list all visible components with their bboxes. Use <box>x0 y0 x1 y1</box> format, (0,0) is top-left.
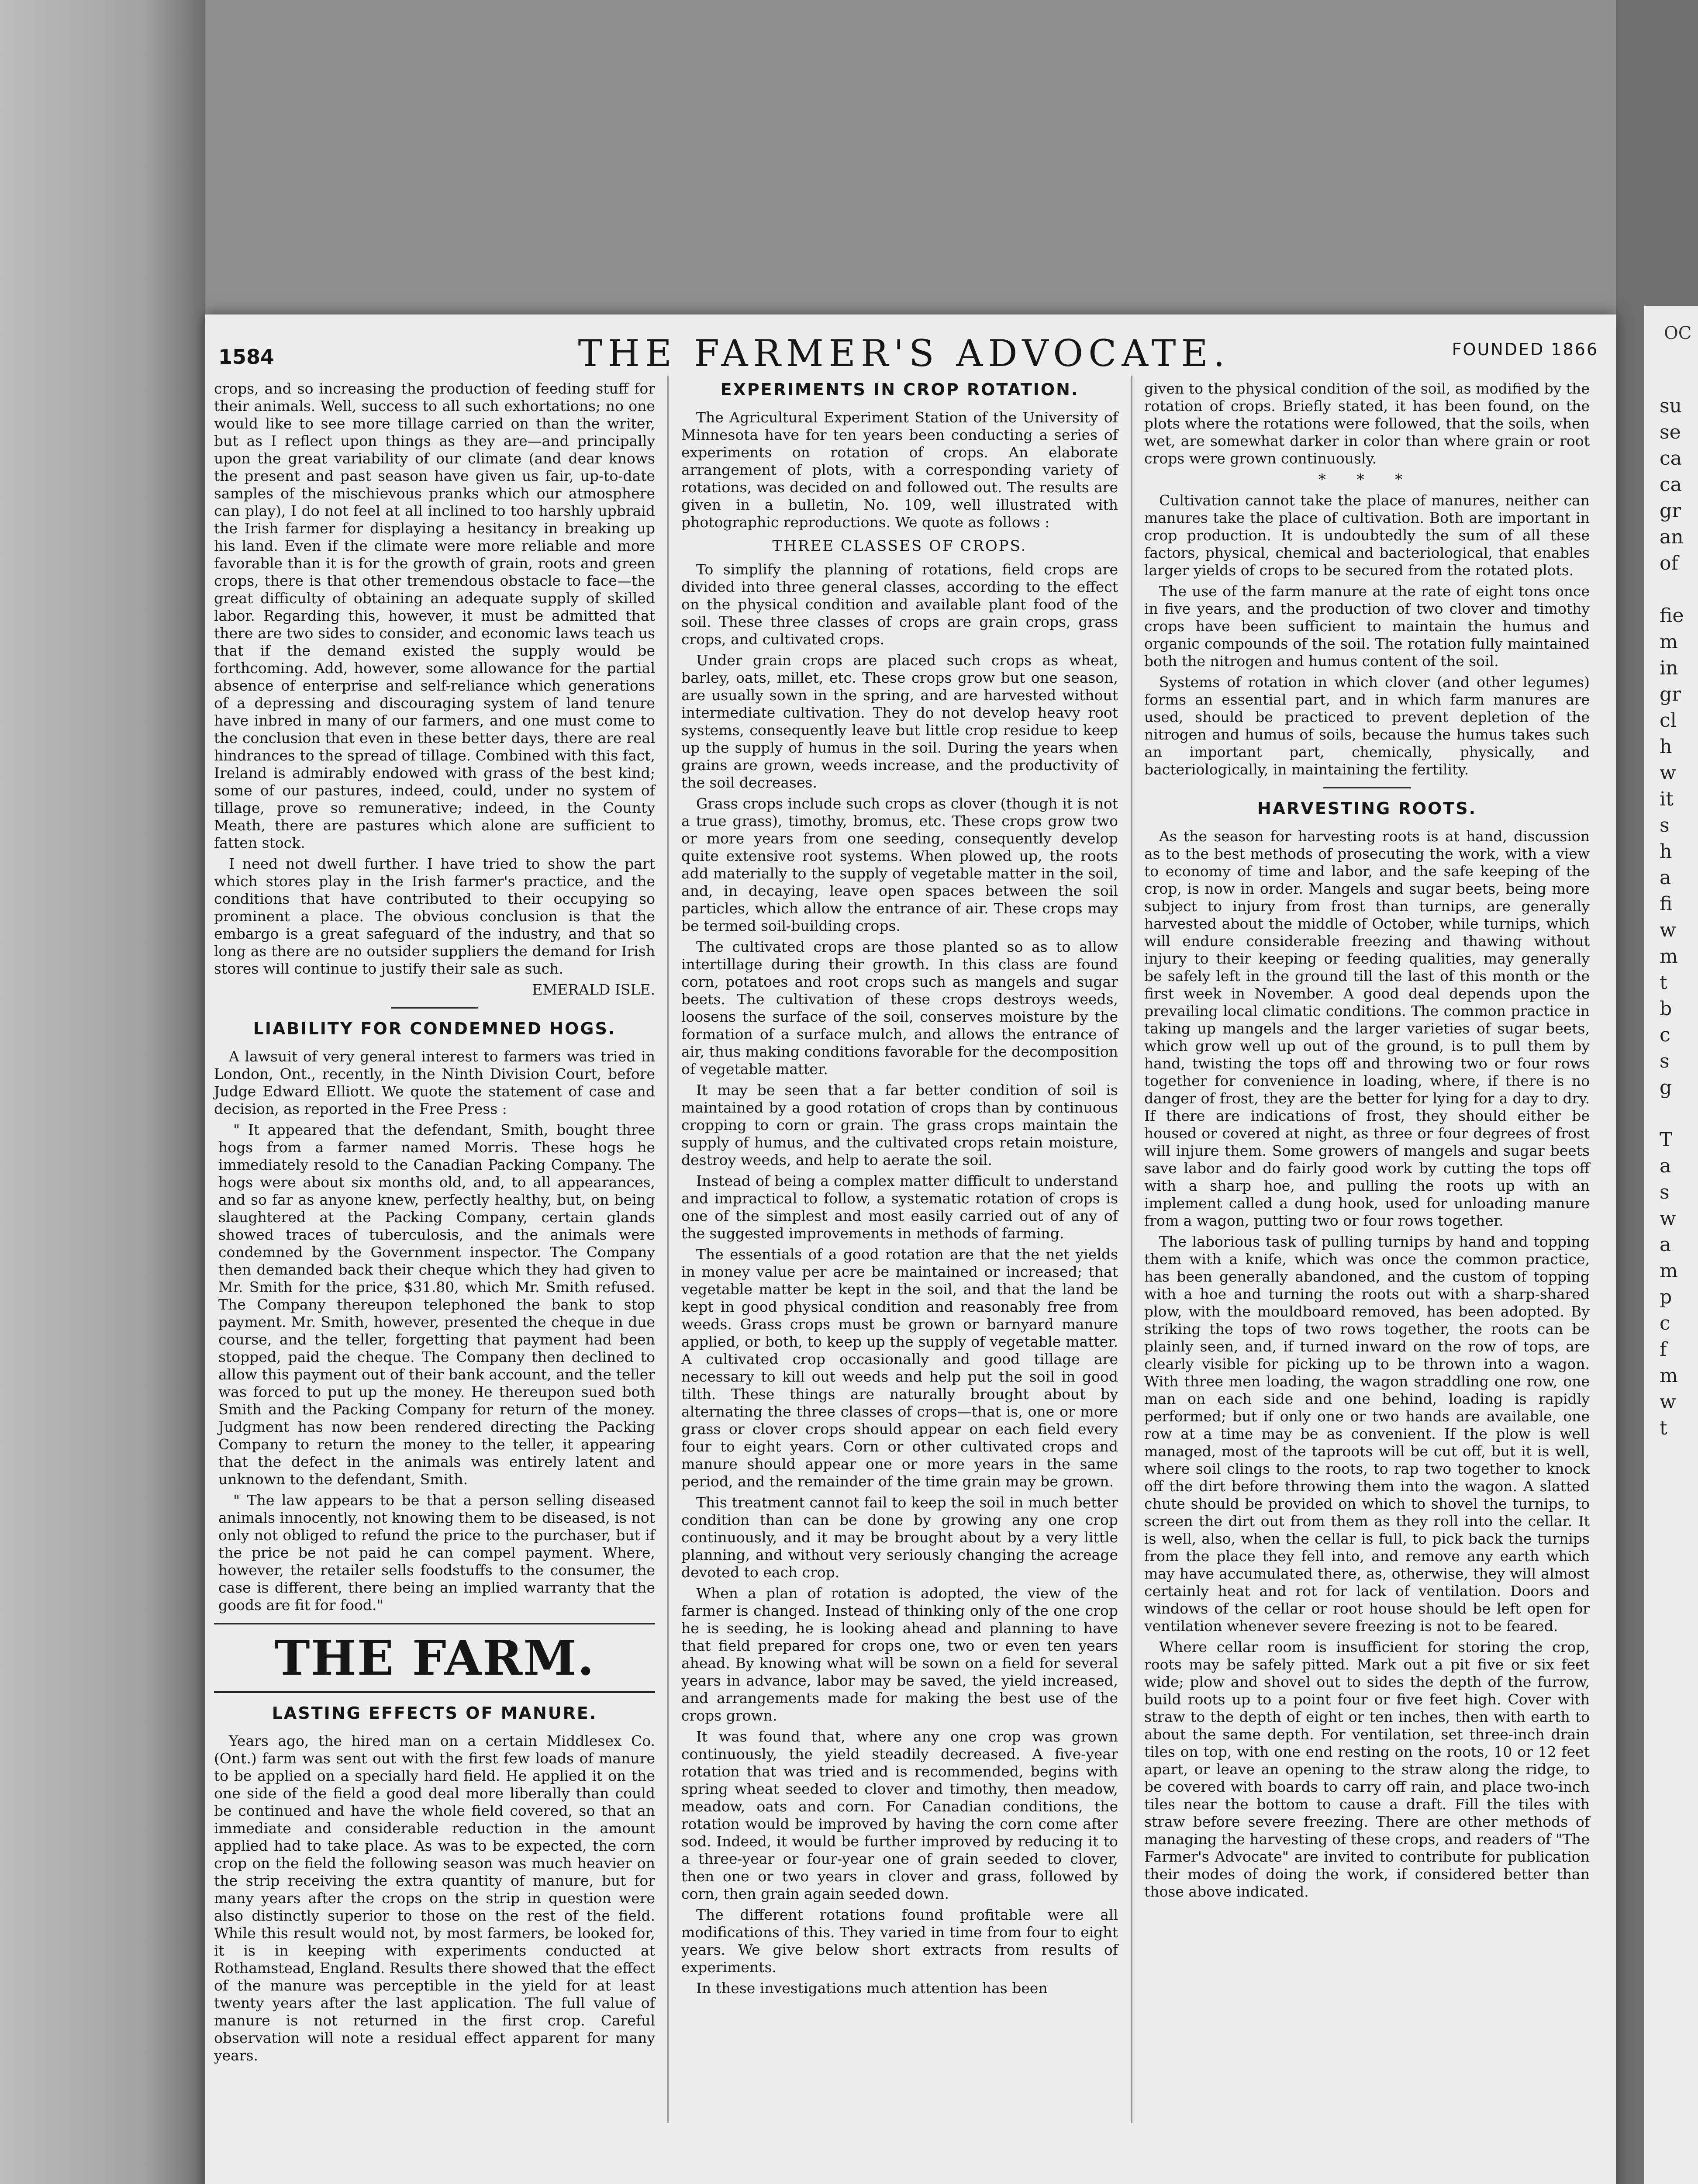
adjacent-page-fragment: s <box>1660 1181 1670 1203</box>
author-signature: EMERALD ISLE. <box>532 981 655 998</box>
adjacent-page-fragment: se <box>1660 421 1681 443</box>
adjacent-page-fragment: w <box>1660 1207 1676 1230</box>
adjacent-page-fragment: w <box>1660 1391 1676 1413</box>
paragraph: The essentials of a good rotation are that the net yields in money value per acre be maintained or increased; that vegetable matter be kept in the soil, and that the land be kept in good physical condition and reasonably free from weeds. Grass crops must be grown or barnyard manure applied, or both, to keep up the supply of vegetable matter. A cultivated crop occasionally and good tillage are necessary to kill out weeds and help put the soil in good tilth. These things are naturally brought about by alternating the three classes of crops—that is, one or more grass or clover crops should appear on each field every four to eight years. Corn or other cultivated crops and manure should appear one or more years in the same period, and the remainder of the time grain may be grown. <box>681 1246 1118 1490</box>
column-3 <box>1144 380 1590 1904</box>
adjacent-page-header: OC <box>1664 323 1692 343</box>
quoted-paragraph: " The law appears to be that a person selling diseased animals innocently, not knowing them to be diseased, is not only not obliged to refund the price to the purchaser, but if the price be not paid he can compel payment. Where, however, the retailer sells foodstuffs to the consumer, the case is different, there being an implied warranty that the goods are fit for food." <box>218 1492 655 1614</box>
article-heading-crop-rotation: EXPERIMENTS IN CROP ROTATION. <box>720 380 1079 399</box>
paragraph: This treatment cannot fail to keep the soil in much better condition than can be done by growing any one crop continuously, and it may be brought about by a very little planning, and without very seriously changing the acreage devoted to each crop. <box>681 1494 1118 1581</box>
adjacent-page-fragment: m <box>1660 945 1678 968</box>
paragraph: It may be seen that a far better condition of soil is maintained by a good rotation of crops than by continuous cropping to corn or grain. The grass crops maintain the supply of humus, and the cultivated crops retain moisture, destroy weeds, and help to aerate the soil. <box>681 1082 1118 1168</box>
adjacent-page-fragment: ca <box>1660 473 1682 496</box>
paragraph: Under grain crops are placed such crops as wheat, barley, oats, millet, etc. These crops grow but one season, are usually sown in the spring, and are harvested without intermediate cultivation. They do not develop heavy root systems, consequently leave but little crop residue to keep up the supply of humus in the soil. During the years when grains are grown, weeds increase, and the productivity of the soil decreases. <box>681 652 1118 791</box>
paragraph: The use of the farm manure at the rate of eight tons once in five years, and the production of two clover and timothy crops have been sufficient to maintain the humus and organic compounds of the soil. The rotation fully maintained both the nitrogen and humus content of the soil. <box>1144 583 1590 670</box>
paragraph: given to the physical condition of the soil, as modified by the rotation of crops. Briefly stated, it has been found, on the plots where the rotations were followed, that the soils, when wet, are somewhat darker in color than where grain or root crops were grown continuously. <box>1144 380 1590 467</box>
founded-date: FOUNDED 1866 <box>1452 340 1598 359</box>
paragraph: The different rotations found profitable were all modifications of this. They varied in time from four to eight years. We give below short extracts from results of experiments. <box>681 1906 1118 1976</box>
adjacent-page-fragment: m <box>1660 1260 1678 1282</box>
department-heading-the-farm: THE FARM. <box>214 1623 655 1693</box>
adjacent-page-fragments <box>1660 393 1698 1441</box>
adjacent-page-fragment: c <box>1660 1024 1670 1046</box>
adjacent-page-fragment: it <box>1660 788 1674 810</box>
paragraph: Where cellar room is insufficient for storing the crop, roots may be safely pitted. Mark out a pit five or six feet wide; plow and shovel out to sides the depth of the furrow, build roots up to a point four or five feet high. Cover with straw to the depth of eight or ten inches, then with earth to about the same depth. For ventilation, set three-inch drain tiles on top, with one end resting on the roots, 10 or 12 feet apart, or leave an opening to the straw along the ridge, to be covered with boards to carry off rain, and place two-inch tiles near the bottom to cause a draft. Fill the tiles with straw before severe freezing. There are other methods of managing the harvesting of these crops, and readers of "The Farmer's Advocate" are invited to contribute for publication their modes of doing the work, if considered better than those above indicated. <box>1144 1638 1590 1900</box>
scan-margin-top <box>205 0 1668 314</box>
page-number: 1584 <box>218 345 275 369</box>
section-rule <box>391 1007 478 1009</box>
adjacent-page-fragment: t <box>1660 1417 1667 1439</box>
adjacent-page-fragment: cl <box>1660 709 1677 732</box>
adjacent-page-fragment: su <box>1660 395 1682 417</box>
quoted-paragraph: " It appeared that the defendant, Smith, bought three hogs from a farmer named Morris. These hogs he immediately resold to the Canadian Packing Company. The hogs were about six months old, and, to all appearances, and so far as anyone knew, perfectly healthy, but, on being slaughtered at the Packing Company, certain glands showed traces of tuberculosis, and the animals were condemned by the Government inspector. The Company then demanded back their cheque which they had given to Mr. Smith for the price, $31.80, which Mr. Smith refused. The Company thereupon telephoned the bank to stop payment. Mr. Smith, however, presented the cheque in due course, and the teller, forgetting that payment had been stopped, paid the cheque. The Company then declined to allow this payment out of their bank account, and the teller was forced to put up the money. He thereupon sued both Smith and the Packing Company for return of the money. Judgment has now been rendered directing the Packing Company to return the money to the teller, it appearing that the defect in the animals was entirely latent and unknown to the defendant, Smith. <box>218 1121 655 1488</box>
adjacent-page-fragment: c <box>1660 1312 1670 1334</box>
subheading-three-classes: THREE CLASSES OF CROPS. <box>772 537 1027 555</box>
column-divider <box>667 376 669 2123</box>
paragraph: As the season for harvesting roots is at hand, discussion as to the best methods of prosecuting the work, with a view to economy of time and labor, and the safe keeping of the crop, is now in order. Mangels and sugar beets, being more subject to injury from frost than turnips, are generally harvested about the middle of October, while turnips, which will endure considerable freezing and thawing without injury to their keeping or feeding qualities, may generally be safely left in the ground till the last of this month or the first week in November. A good deal depends upon the prevailing local climatic conditions. The common practice in taking up mangels and the larger varieties of sugar beets, which grow well up out of the ground, is to pull them by hand, twisting the tops off and throwing two or four rows together for convenience in loading, where, if there is no danger of frost, they are the better for lying for a day to dry. If there are indications of frost, they should either be housed or covered at night, as three or four degrees of frost will injure them. Some growers of mangels and sugar beets save labor and do fairly good work by cutting the tops off with a sharp hoe, and pulling the roots up with an implement called a dung hook, used for unloading manure from a wagon, putting two or four rows together. <box>1144 828 1590 1229</box>
adjacent-page-fragment: g <box>1660 1076 1672 1099</box>
article-heading-manure: LASTING EFFECTS OF MANURE. <box>272 1704 597 1723</box>
adjacent-page-fragment: fie <box>1660 605 1684 627</box>
adjacent-page-fragment: fi <box>1660 893 1673 915</box>
column-1 <box>214 380 655 2068</box>
paragraph: Grass crops include such crops as clover (though it is not a true grass), timothy, bromus, etc. These crops grow two or more years from one seeding, consequently develop quite extensive root systems. When plowed up, the roots add materially to the supply of vegetable matter in the soil, and, in decaying, leave open spaces between the soil particles, which allow the entrance of air. These crops may be termed soil-building crops. <box>681 795 1118 934</box>
adjacent-page-fragment: w <box>1660 919 1676 941</box>
adjacent-page-fragment: a <box>1660 867 1671 889</box>
paragraph: A lawsuit of very general interest to farmers was tried in London, Ont., recently, in the Ninth Division Court, before Judge Edward Elliott. We quote the statement of case and decision, as reported in the Free Press : <box>214 1048 655 1117</box>
ireland-article-continued <box>214 380 655 999</box>
adjacent-page-fragment: p <box>1660 1286 1672 1308</box>
paragraph: Cultivation cannot take the place of manures, neither can manures take the place of cultivation. Both are important in crop production. It is undoubtedly the sum of all these factors, physical, chemical and bacteriological, that enables larger yields of crops to be secured from the rotated plots. <box>1144 492 1590 579</box>
section-asterisks: * * * <box>1318 471 1416 488</box>
paragraph: In these investigations much attention has been <box>696 1980 1048 1997</box>
adjacent-page-fragment: s <box>1660 1050 1670 1072</box>
adjacent-page-fragment: a <box>1660 1155 1671 1177</box>
article-heading-condemned-hogs: LIABILITY FOR CONDEMNED HOGS. <box>253 1019 616 1038</box>
paragraph: Systems of rotation in which clover (and other legumes) forms an essential part, and in which farm manures are used, should be practiced to prevent depletion of the nitrogen and humus of soils, because the humus takes such an important part, chemically, physically, and bacteriologically, in maintaining the fertility. <box>1144 674 1590 778</box>
adjacent-page-fragment: h <box>1660 736 1672 758</box>
scan-margin-left <box>0 0 205 2184</box>
paragraph: Years ago, the hired man on a certain Middlesex Co. (Ont.) farm was sent out with the first few loads of manure to be applied on a specially hard field. He applied it on the one side of the field a good deal more liberally than could be continued and have the whole field covered, so that an immediate and considerable reduction in the amount applied had to take place. As was to be expected, the corn crop on the field the following season was much heavier on the strip receiving the extra quantity of manure, but for many years after the crops on the strip in question were also distinctly superior to those on the rest of the field. While this result would not, by most farmers, be looked for, it is in keeping with experiments conducted at Rothamstead, England. Results there showed that the effect of the manure was perceptible in the yield for at least twenty years after the last application. The full value of manure is not returned in the first crop. Careful observation will note a residual effect apparent for many years. <box>214 1732 655 2064</box>
paragraph: The Agricultural Experiment Station of the University of Minnesota have for ten years been conducting a series of experiments on rotation of crops. An elaborate arrangement of plots, with a corresponding variety of rotations, was decided on and followed out. The results are given in a bulletin, No. 109, well illustrated with photographic reproductions. We quote as follows : <box>681 409 1118 531</box>
paragraph: When a plan of rotation is adopted, the view of the farmer is changed. Instead of thinking only of the one crop he is seeding, he is looking ahead and planning to have that field prepared for crops one, two or even ten years ahead. By knowing what will be sown on a field for several years in advance, labor may be saved, the yield increased, and arrangements made for making the best use of the crops grown. <box>681 1585 1118 1724</box>
paragraph: To simplify the planning of rotations, field crops are divided into three general classes, according to the effect on the physical condition and available plant food of the soil. These three classes of crops are grain crops, grass crops, and cultivated crops. <box>681 561 1118 648</box>
adjacent-page-fragment <box>1660 577 1698 603</box>
adjacent-page-fragment: m <box>1660 631 1678 653</box>
masthead-title: THE FARMER'S ADVOCATE. <box>578 332 1230 375</box>
paragraph: The laborious task of pulling turnips by hand and topping them with a knife, which was once the common practice, has been generally abandoned, and the custom of topping with a hoe and turning the roots out with a sharp-shared plow, with the mouldboard removed, has been adopted. By striking the tops of two rows together, the roots can be plainly seen, and, if turned inward on the row of tops, are clearly visible for picking up to be thrown into a wagon. With three men loading, the wagon straddling one row, one man on each side and one behind, loading is rapidly performed; but if only one or two hands are available, one row at a time may be as convenient. If the plow is well managed, most of the taproots will be cut off, but it is well, where soil clings to the roots, to rap two together to knock off the dirt before throwing them into the wagon. A slatted chute should be provided on which to shovel the turnips, to screen the dirt out from them as they roll into the cellar. It is well, also, when the cellar is full, to pick back the turnips from the place they fell into, and remove any earth which may have accumulated there, as, otherwise, they will almost certainly heat and rot for lack of ventilation. Doors and windows of the cellar or root house should be left open for ventilation whenever severe freezing is not to be feared. <box>1144 1233 1590 1635</box>
column-divider <box>1131 376 1132 2123</box>
paragraph: It was found that, where any one crop was grown continuously, the yield steadily decreased. A five-year rotation that was tried and is recommended, begins with spring wheat seeded to clover and timothy, then meadow, meadow, oats and corn. For Canadian conditions, the rotation would be improved by having the corn come after sod. Indeed, it would be further improved by reducing it to a three-year or four-year one of grain seeded to clover, then one or two years in clover and grass, followed by corn, then grain again seeded down. <box>681 1728 1118 1902</box>
paragraph: crops, and so increasing the production of feeding stuff for their animals. Well, success to all such exhortations; no one would like to see more tillage carried on than the writer, but as I reflect upon things as they are—and principally upon the great variability of our climate (and dear knows the present and past season have given us fair, up-to-date samples of the mischievous pranks which our atmosphere can play), I do not feel at all inclined to too harshly upbraid the Irish farmer for displaying a hesitancy in breaking up his land. Even if the climate were more reliable and more favorable than it is for the growth of grain, roots and green crops, there is that other tremendous obstacle to face—the great difficulty of obtaining an adequate supply of skilled labor. Regarding this, however, it must be admitted that there are two sides to consider, and economic laws teach us that if the demand existed the supply would be forthcoming. Add, however, some allowance for the partial absence of enterprise and self-reliance which generations of a depressing and discouraging system of land tenure have inbred in many of our farmers, and one must come to the conclusion that even in these better days, there are real hindrances to the spread of tillage. Combined with this fact, Ireland is admirably endowed with grass of the best kind; some of our pastures, indeed, could, under no system of tillage, prove so remunerative; indeed, in the County Meath, there are pastures which alone are sufficient to fatten stock. <box>214 380 655 851</box>
adjacent-page-fragment: a <box>1660 1234 1671 1256</box>
adjacent-page-fragment: b <box>1660 998 1672 1020</box>
adjacent-page-fragment: of <box>1660 552 1678 574</box>
adjacent-page-fragment: s <box>1660 814 1670 836</box>
adjacent-page-fragment: t <box>1660 971 1667 994</box>
adjacent-page-fragment: ca <box>1660 447 1682 470</box>
section-rule <box>1323 787 1411 788</box>
article-heading-harvesting-roots: HARVESTING ROOTS. <box>1257 799 1477 818</box>
adjacent-page-fragment: h <box>1660 840 1672 863</box>
paragraph: I need not dwell further. I have tried to show the part which stores play in the Irish farmer's practice, and the conditions that have contributed to their occupying so prominent a place. The obvious conclusion is that the embargo is a great safeguard of the industry, and that so long as there are no outsider suppliers the demand for Irish stores will continue to justify their sale as such. <box>214 855 655 977</box>
paragraph: The cultivated crops are those planted so as to allow intertillage during their growth. In this class are found corn, potatoes and root crops such as mangels and sugar beets. The cultivation of these crops destroys weeds, loosens the surface of the soil, conserves moisture by the formation of a surface mulch, and allows the entrance of air, thus making conditions favorable for the decomposition of vegetable matter. <box>681 938 1118 1078</box>
paragraph: Instead of being a complex matter difficult to understand and impractical to follow, a systematic rotation of crops is one of the simplest and most easily carried out of any of the suggested improvements in methods of farming. <box>681 1172 1118 1242</box>
adjacent-page-fragment: in <box>1660 657 1678 679</box>
adjacent-page-fragment: m <box>1660 1365 1678 1387</box>
newspaper-page <box>205 314 1616 2184</box>
adjacent-page-fragment: T <box>1660 1129 1673 1151</box>
adjacent-page-fragment <box>1660 1101 1698 1127</box>
adjacent-page-fragment: w <box>1660 762 1676 784</box>
column-2 <box>681 380 1118 2001</box>
adjacent-page-fragment: an <box>1660 526 1684 548</box>
adjacent-page-fragment: gr <box>1660 683 1681 705</box>
adjacent-page-fragment: f <box>1660 1338 1667 1361</box>
adjacent-page-fragment: gr <box>1660 500 1681 522</box>
